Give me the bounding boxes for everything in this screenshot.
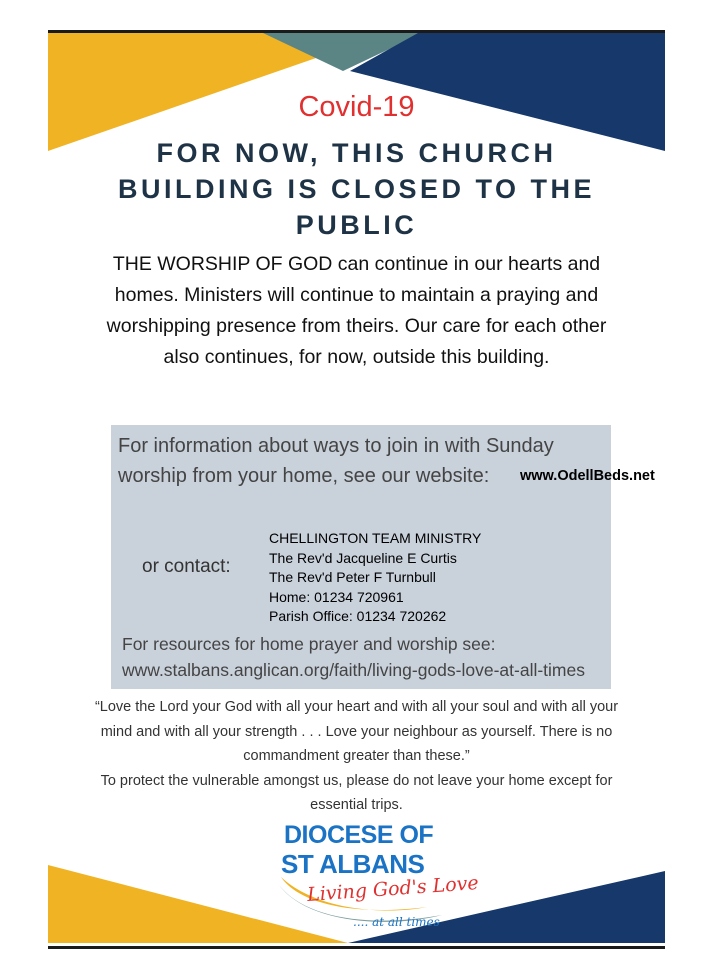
contact-label: or contact: [142, 556, 231, 577]
diocese-logo [277, 821, 480, 936]
info-box [111, 425, 655, 689]
resources-url[interactable]: www.stalbans.anglican.org/faith/living-gods-love-at-all-times [122, 660, 585, 680]
contact-details [269, 529, 481, 627]
contact-minister-1: The Rev'd Jacqueline E Curtis [269, 549, 457, 566]
website-info-text: For information about ways to join in with Sunday worship from your home, see our website: [118, 435, 554, 487]
scripture-quote: “Love the Lord your God with all your heart and with all your soul and with all your mind and with all your strength . . . Love your neighbour as yourself. There is no commandment greater than these.” [94, 699, 619, 764]
logo-tagline: .... at all times [353, 915, 440, 929]
contact-home-phone: Home: 01234 720961 [269, 588, 404, 605]
logo-line-2: ST ALBANS [281, 849, 425, 879]
contact-minister-2: The Rev'd Peter F Turnbull [269, 569, 436, 585]
closure-headline: FOR NOW, THIS CHURCH BUILDING IS CLOSED TO THE PUBLIC [117, 138, 596, 240]
intro-paragraph: THE WORSHIP OF GOD can continue in our hearts and homes. Ministers will continue to maintain a praying and worshipping presence from theirs. Our care for each other also continues, for now, outside this building. [106, 253, 607, 368]
resources-block [122, 631, 585, 683]
quote-block [88, 695, 625, 818]
resources-label: For resources for home prayer and worship see: [122, 634, 496, 654]
covid-title: Covid-19 [298, 91, 415, 123]
contact-ministry: CHELLINGTON TEAM MINISTRY [269, 530, 482, 546]
contact-parish-office: Parish Office: 01234 720262 [269, 608, 447, 624]
stay-home-notice: To protect the vulnerable amongst us, please do not leave your home except for essential trips. [100, 772, 613, 813]
logo-script-text: Living God's Love [306, 872, 480, 906]
poster [48, 30, 665, 949]
website-link[interactable]: www.OdellBeds.net [520, 468, 655, 484]
logo-line-1: DIOCESE OF [284, 821, 434, 849]
